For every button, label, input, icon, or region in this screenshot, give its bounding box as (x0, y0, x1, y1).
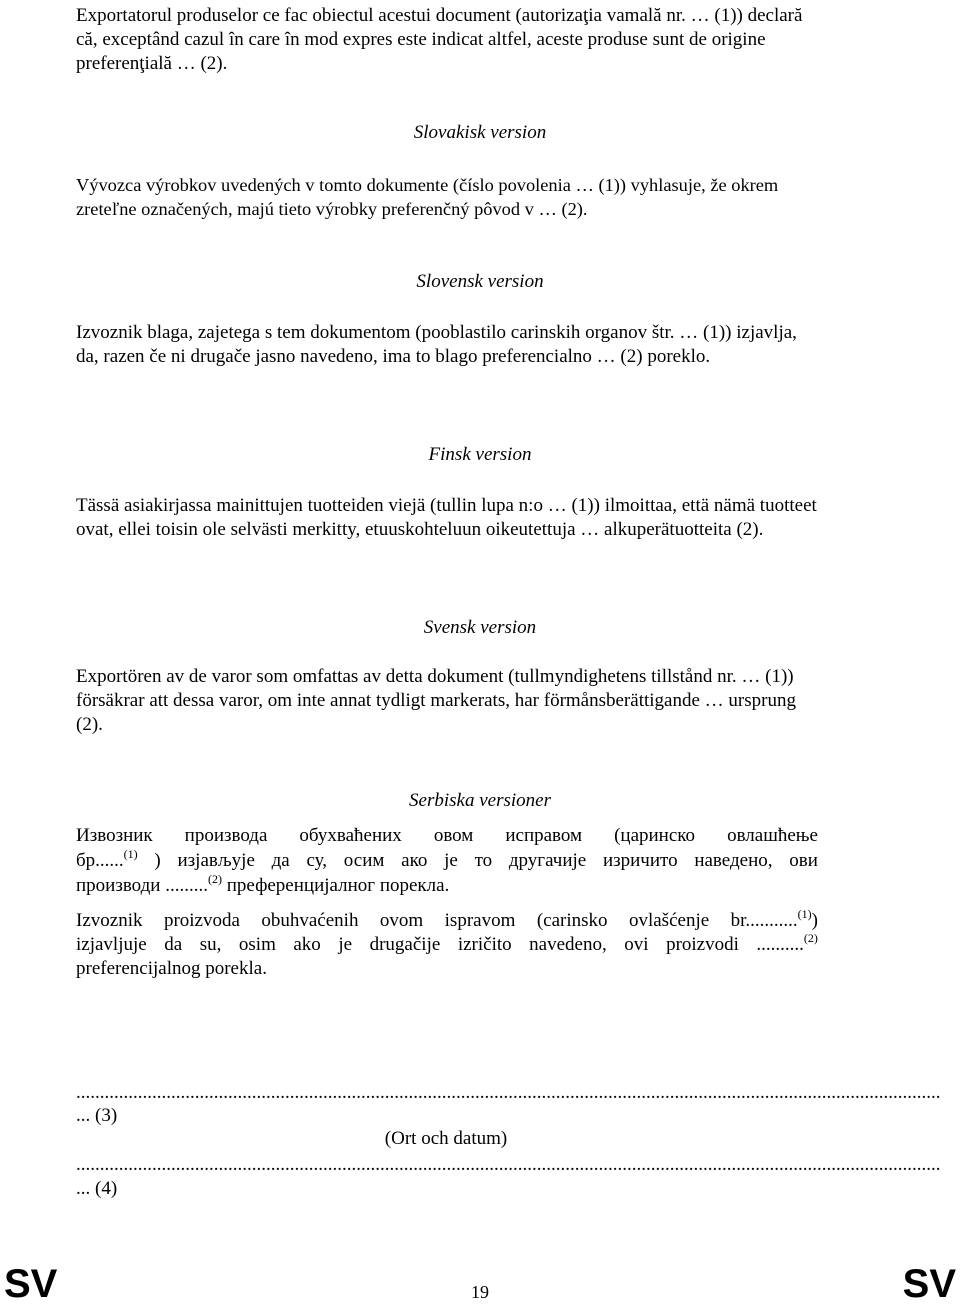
word: овом (433, 825, 474, 846)
word: ovom (379, 910, 424, 931)
cyrillic-line-2 (76, 849, 818, 873)
word: исправом (505, 825, 583, 846)
footnote-ref-3: ... (3) (76, 1105, 118, 1126)
serbian-heading: Serbiska versioner (409, 790, 551, 811)
word: наведено, (694, 850, 773, 871)
cyrillic-line-3 (76, 874, 818, 898)
word: су, (306, 850, 328, 871)
slovene-heading: Slovensk version (416, 271, 544, 292)
word (756, 933, 818, 957)
word: другачије (508, 850, 587, 871)
permit-dots: br........... (730, 910, 798, 931)
word (731, 909, 818, 933)
page-number: 19 (471, 1282, 489, 1302)
word: navedeno, (529, 934, 607, 955)
word: je (338, 934, 353, 955)
closing-paren: ) (811, 910, 818, 931)
word: изјављује (177, 850, 255, 871)
signature-dots-line-1: ...................................................................................................................................................................................... (76, 1082, 941, 1103)
slovak-heading: Slovakisk version (413, 122, 547, 143)
word: Izvoznik (76, 910, 143, 931)
word: osim (238, 934, 276, 955)
cyrillic-line-1 (76, 824, 818, 848)
word: proizvoda (163, 910, 240, 931)
word: ) (154, 850, 161, 871)
footer-language-code-left: SV (4, 1262, 58, 1306)
word: izričito (457, 934, 512, 955)
word: то (474, 850, 493, 871)
word: производа (184, 825, 268, 846)
word: da (164, 934, 183, 955)
place-and-date-label: (Ort och datum) (384, 1128, 508, 1149)
word: преференцијалног порекла. (221, 875, 450, 896)
word: је (444, 850, 458, 871)
latin-line-3: preferencijalnog porekla. (76, 958, 267, 979)
word: да (271, 850, 290, 871)
footnote-ref-1: (1) (123, 847, 138, 861)
finnish-heading: Finsk version (428, 444, 532, 465)
footnote-ref-1: (1) (797, 907, 812, 921)
word: Извозник (76, 825, 153, 846)
signature-dots-line-2: ...................................................................................................................................................................................... (76, 1154, 941, 1175)
word: (царинско (614, 825, 696, 846)
romanian-paragraph: Exportatorul produselor ce fac obiectul acestui document (autorizaţia vamală nr. … (1)) declară că, exceptând cazul în care în mod expres este indicat altfel, aceste produse sunt de origine preferenţială … (2). (76, 5, 803, 74)
latin-line-1 (76, 909, 818, 933)
word: ako (293, 934, 321, 955)
footnote-ref-2: (2) (207, 872, 222, 886)
word: drugačije (369, 934, 441, 955)
word: ако (401, 850, 428, 871)
word: obuhvaćenih (261, 910, 359, 931)
permit-dots: бр...... (76, 850, 124, 871)
footnote-ref-4: ... (4) (76, 1178, 118, 1199)
footer-language-code-right: SV (902, 1262, 956, 1306)
slovak-paragraph: Vývozca výrobkov uvedených v tomto dokumente (číslo povolenia … (1)) vyhlasuje, že okrem zreteľne označených, majú tieto výrobky preferenčný pôvod v … (2). (76, 175, 779, 219)
word: ovi (624, 934, 649, 955)
word (76, 849, 138, 873)
word: обухваћених (299, 825, 402, 846)
word: (carinsko (536, 910, 608, 931)
word: ови (789, 850, 818, 871)
word: su, (199, 934, 222, 955)
word: izjavljuje (76, 934, 147, 955)
footnote-ref-2: (2) (803, 931, 818, 945)
latin-line-2 (76, 933, 818, 957)
goods-dots: производи ......... (76, 875, 208, 896)
word: ispravom (444, 910, 516, 931)
word: изричито (602, 850, 678, 871)
word: осим (343, 850, 385, 871)
goods-dots: .......... (756, 934, 804, 955)
swedish-heading: Svensk version (423, 617, 537, 638)
finnish-paragraph: Tässä asiakirjassa mainittujen tuotteiden viejä (tullin lupa n:o … (1)) ilmoittaa, että nämä tuotteet ovat, ellei toisin ole selvästi merkitty, etuuskohteluun oikeutettuja … alkuperätuotteita (2). (76, 495, 817, 540)
word: ovlašćenje (628, 910, 710, 931)
word: овлашћење (727, 825, 818, 846)
slovene-paragraph: Izvoznik blaga, zajetega s tem dokumentom (pooblastilo carinskih organov štr. … (1)) izjavlja, da, razen če ni drugače jasno navedeno, ima to blago preferencialno … (2) poreklo. (76, 322, 797, 367)
swedish-paragraph: Exportören av de varor som omfattas av detta dokument (tullmyndighetens tillstånd nr. … (1)) försäkrar att dessa varor, om inte annat tydligt markerats, har förmånsberättigande … ursprung (2). (76, 666, 796, 735)
word: proizvodi (666, 934, 739, 955)
